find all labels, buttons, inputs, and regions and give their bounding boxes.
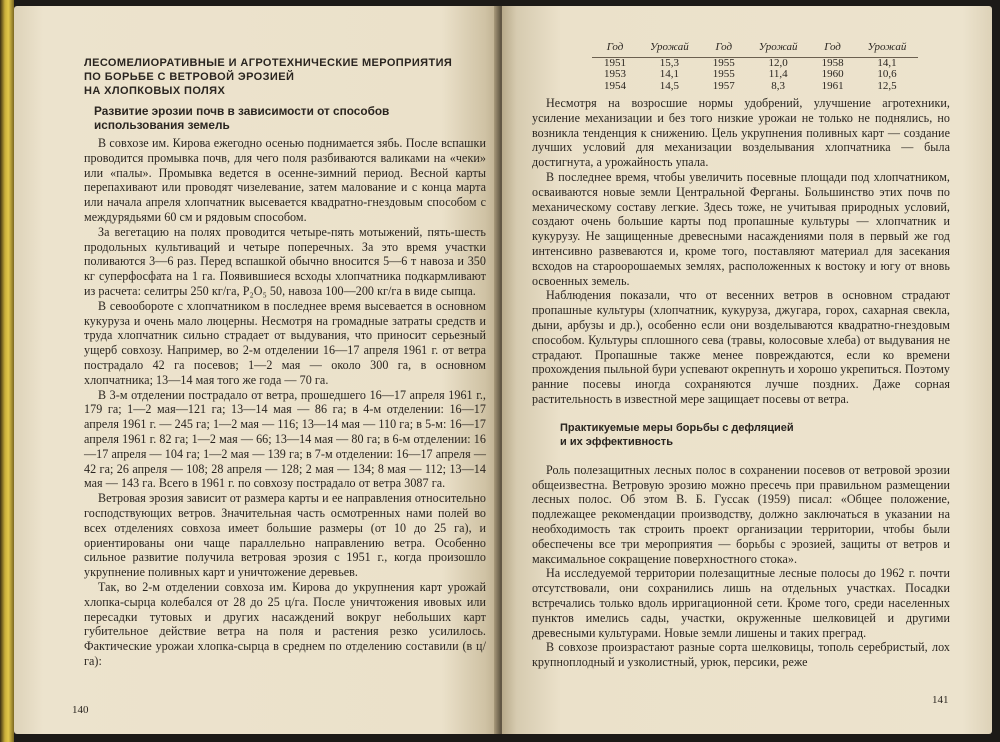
subsection-title-line: Практикуемые меры борьбы с дефляцией (560, 421, 794, 434)
table-header: Год (701, 42, 747, 57)
table-cell: 1955 (712, 56, 735, 69)
table-cell: 10,6 (877, 68, 897, 80)
paragraph: За вегетацию на полях проводится четыре-пять мотыжений, пять-шесть продольных культиваций и четыре поперечных. За это время участки поливаются 3—6 раз. Перед вспашкой обычно вносится 5—6 т навоза и 350 кг суперфосфата на 1 га. Появившиеся всходы хлопчатника подкармливают из расчета: селитры 250 кг/га, P₂O₅ 50, навоза 100—200 кг/га в виде сыпца. (84, 224, 486, 298)
book-edge (0, 0, 14, 742)
subsection-title (560, 421, 950, 449)
paragraph: В совхозе им. Кирова ежегодно осенью поднимается зябь. После вспашки проводится промывка почв, для чего поля разбиваются валиками на «чеки» или «палы». Промывка ведется в осенне-зимний период. Весной карты перепахивают или проводят чизелевание, затем малование и с конца марта или начала апреля хлопчатник высевается квадратно-гнездовым способом с междурядьями 60 см и рядовым способом. (84, 136, 486, 224)
table-cell: 1951 (604, 56, 626, 69)
table-cell: 1954 (604, 79, 626, 92)
table-row (592, 57, 918, 69)
section-title (84, 56, 486, 98)
table-cell: 1957 (712, 79, 735, 92)
table-cell: 14,1 (877, 56, 897, 69)
table-cell: 1953 (604, 68, 626, 80)
section-title-line: НА ХЛОПКОВЫХ ПОЛЯХ (84, 85, 226, 97)
page-number: 140 (72, 704, 89, 716)
paragraph: В совхозе произрастают разные сорта шелковицы, тополь серебристый, лох крупноплодный и узколистный, урюк, персики, реже (532, 640, 950, 670)
section-title-line: ЛЕСОМЕЛИОРАТИВНЫЕ И АГРОТЕХНИЧЕСКИЕ МЕРОПРИЯТИЯ (84, 57, 453, 69)
table-header: Год (592, 42, 638, 57)
paragraph: Роль полезащитных лесных полос в сохранении посевов от ветровой эрозии общеизвестна. Ветровую эрозию можно пресечь при правильном размещении лесных полос. Об этом В. Б. Гуссак (1959) писал: «Общее положение, подлежащее рекомендации производству, должно заключаться в указании на необходимость так строить проект организации территории, чтобы были обеспечены все три мероприятия — борьбы с эрозией, защиты от ветров и максимальное сокращение поверхностного стока». (532, 462, 950, 566)
table-cell: 14,1 (659, 68, 680, 80)
table-cell: 12,5 (877, 79, 897, 92)
section-title-line: ПО БОРЬБЕ С ВЕТРОВОЙ ЭРОЗИЕЙ (84, 71, 295, 83)
paragraph: Наблюдения показали, что от весенних ветров в основном страдают пропашные культуры (хлопчатник, кукуруза, джугара, горох, сахарная свекла, дыни, арбузы и др.), особенно если они возделываются квадратно-гнездовым способом. Культуры сплошного сева (травы, колосовые хлеба) от выдувания не страдают. Пропашные также менее повреждаются, если ко времени прохождения пыльной бури успевают окрепнуть и хорошо укрепиться. Поэтому ранние посевы иногда сохраняются лучше поздних. Даже сорная растительность в известной мере защищает посевы от ветра. (532, 288, 950, 406)
table-cell: 1961 (821, 79, 844, 92)
table-row (592, 69, 918, 81)
subsection-title (94, 104, 486, 132)
table-row (592, 81, 918, 93)
table-cell: 1958 (821, 56, 844, 69)
left-page (14, 6, 500, 734)
paragraph: В севообороте с хлопчатником в последнее время высевается в основном кукуруза и очень мало люцерны. Несмотря на громадные затраты средств и труда хлопчатник сильно страдает от выдувания, что приносит серьезный ущерб совхозу. Например, во 2-м отделении 16—17 апреля 1961 г. от ветра пострадало 42 га посевов; 1—2 мая — около 300 га, в основном хлопчатника; 13—14 мая того же года — 70 га. (84, 298, 486, 387)
table-header: Урожай (638, 42, 701, 57)
subsection-title-line: Развитие эрозии почв в зависимости от способов (94, 104, 390, 118)
paragraph: На исследуемой территории полезащитные лесные полосы до 1962 г. почти отсутствовали, они сохранились лишь на отдельных участках. Посадки встречались только вдоль ирригационной сети. Кроме того, среди населенных пунктов имелись сады, участки, окруженные шелковицей и другими древесными культурами. Новые земли лишены и таких преград. (532, 566, 950, 640)
table-cell: 12,0 (768, 56, 788, 69)
paragraph: Так, во 2-м отделении совхоза им. Кирова до укрупнения карт урожай хлопка-сырца колебался от 28 до 25 ц/га. После уничтожения ивовых или пересадки тутовых и других насаждений вокруг небольших карт губительное действие ветра на поля и растения резко усилилось. Фактические урожаи хлопка-сырца в среднем по отделению составили (в ц/га): (84, 579, 486, 668)
yield-table (592, 42, 918, 92)
table-cell: 1955 (712, 68, 735, 80)
page-number: 141 (932, 694, 949, 706)
table-cell: 11,4 (768, 68, 788, 80)
paragraph: В последнее время, чтобы увеличить посевные площади под хлопчатником, осваиваются новые земли Центральной Ферганы. Большинство этих почв по механическому составу легкие. Здесь тоже, не учитывая природных условий, создают очень большие карты под пропашные культуры — хлопчатник и кукурузу. Не защищенные древесными насаждениями поля в первый же год интенсивно развеваются и, кроме того, поставляют материал для засекания всходов на староорошаемых землях, расположенных к востоку и югу от вновь освоенных земель. (532, 169, 950, 288)
table-header: Год (810, 42, 856, 57)
table-cell: 14,5 (659, 79, 680, 92)
paragraph: Несмотря на возросшие нормы удобрений, улучшение агротехники, усиление механизации и без того низкие урожаи не только не поднялись, но возникла тенденция к снижению. Цель укрупнения поливных карт — создание лучших условий для механизации возделывания хлопчатника — была достигнута, а урожайность упала. (532, 96, 950, 170)
table-cell: 1960 (821, 68, 844, 80)
right-page (502, 6, 992, 734)
paragraph: В 3-м отделении пострадало от ветра, прошедшего 16—17 апреля 1961 г., 179 га; 1—2 мая—121 га; 13—14 мая — 86 га; в 4-м отделении: 16—17 апреля 1961 г. — 245 га; 1—2 мая — 116; 13—14 мая — 110 га; в 5-м: 16—17 апреля 1961 г. 82 га; 1—2 мая — 66; 13—14 мая — 80 га; в 6-м отделении: 16—17 апреля — 104 га; 1—2 мая — 139 га; в 7-м отделении: 16—17 апреля — 42 га; 26 апреля — 108; 28 апреля — 128; 2 мая — 134; 8 мая — 112; 13—14 мая — 143 га. Всего в 1961 г. по совхозу пострадало от ветра 3087 га. (84, 387, 486, 491)
table-header-row (592, 42, 918, 57)
subsection-title-line: и их эффективность (560, 435, 673, 448)
table-header: Урожай (856, 42, 919, 57)
subsection-title-line: использования земель (94, 118, 230, 132)
table-cell: 15,3 (659, 56, 680, 69)
table-cell: 8,3 (771, 79, 786, 92)
paragraph: Ветровая эрозия зависит от размера карты и ее направления относительно господствующих ветров. Значительная часть осмотренных нами полей во всех отделениях совхоза имеет большие размеры (от 10 до 25 га), и ориентированы они чаще параллельно направлению ветра. Особенно сильное развитие получила ветровая эрозия с 1951 г., когда произошло укрупнение поливных карт и уничтожение деревьев. (84, 491, 486, 580)
table-header: Урожай (747, 42, 810, 57)
